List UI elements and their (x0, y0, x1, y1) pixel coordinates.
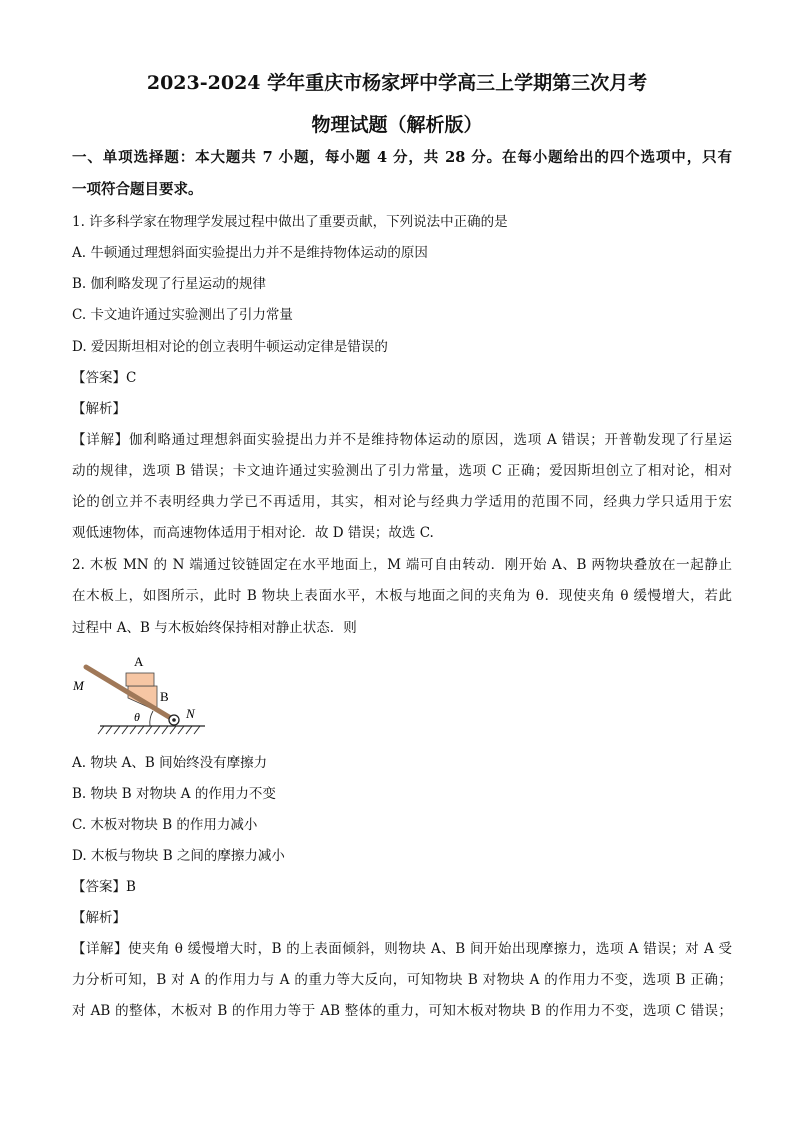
q1-option-c: C. 卡文迪许通过实验测出了引力常量 (72, 307, 293, 323)
q1-stem: 1. 许多科学家在物理学发展过程中做出了重要贡献，下列说法中正确的是 (72, 214, 508, 230)
label-b: B (160, 689, 169, 704)
q1-detail-line-3: 论的创立并不表明经典力学已不再适用，其实，相对论与经典力学适用的范围不同，经典力学只适用于宏 (72, 494, 732, 510)
section-heading-line-2: 一项符合题目要求。 (72, 181, 203, 198)
section-heading-line-1: 一、单项选择题：本大题共 7 小题，每小题 4 分，共 28 分。在每小题给出的四个选项中，只有 (72, 149, 732, 166)
inclined-board-figure (70, 648, 220, 740)
q1-detail-line-4: 观低速物体，而高速物体适用于相对论．故 D 错误；故选 C. (72, 525, 434, 541)
document-subtitle: 物理试题（解析版） (311, 114, 483, 136)
q2-stem-line-1: 2. 木板 MN 的 N 端通过铰链固定在水平地面上，M 端可自由转动．刚开始 A、B 两物块叠放在一起静止 (72, 557, 732, 573)
q1-answer: 【答案】C (72, 370, 137, 386)
label-theta: θ (134, 710, 140, 724)
q1-detail-line-2: 动的规律，选项 B 错误；卡文迪许通过实验测出了引力常量，选项 C 正确；爱因斯坦创立了相对论，相对 (72, 463, 732, 479)
q2-stem-line-3: 过程中 A、B 与木板始终保持相对静止状态．则 (72, 620, 357, 636)
q2-detail-line-1: 【详解】使夹角 θ 缓慢增大时，B 的上表面倾斜，则物块 A、B 间开始出现摩擦力，选项 A 错误；对 A 受 (72, 941, 732, 957)
label-a: A (134, 654, 144, 669)
q2-option-b: B. 物块 B 对物块 A 的作用力不变 (72, 786, 276, 802)
q2-option-d: D. 木板与物块 B 之间的摩擦力减小 (72, 848, 285, 864)
block-a (126, 673, 154, 686)
q1-option-b: B. 伽利略发现了行星运动的规律 (72, 276, 267, 292)
q1-detail-line-1: 【详解】伽利略通过理想斜面实验提出力并不是维持物体运动的原因，选项 A 错误；开普勒发现了行星运 (72, 432, 732, 448)
label-m: M (73, 678, 84, 693)
label-n: N (186, 706, 195, 721)
q2-stem-line-2: 在木板上，如图所示，此时 B 物块上表面水平，木板与地面之间的夹角为 θ．现使夹角 θ 缓慢增大，若此 (72, 588, 732, 604)
q2-detail-line-2: 力分析可知，B 对 A 的作用力与 A 的重力等大反向，可知物块 B 对物块 A 的作用力不变，选项 B 正确； (72, 972, 732, 988)
q2-option-c: C. 木板对物块 B 的作用力减小 (72, 817, 258, 833)
q1-analysis-label: 【解析】 (72, 401, 126, 417)
document-title: 2023-2024 学年重庆市杨家坪中学高三上学期第三次月考 (146, 72, 648, 94)
q1-option-d: D. 爱因斯坦相对论的创立表明牛顿运动定律是错误的 (72, 339, 388, 355)
q2-analysis-label: 【解析】 (72, 910, 126, 926)
q1-option-a: A. 牛顿通过理想斜面实验提出力并不是维持物体运动的原因 (72, 245, 428, 261)
q2-option-a: A. 物块 A、B 间始终没有摩擦力 (72, 755, 268, 771)
q2-detail-line-3: 对 AB 的整体，木板对 B 的作用力等于 AB 整体的重力，可知木板对物块 B 的作用力不变，选项 C 错误； (72, 1003, 732, 1019)
q2-answer: 【答案】B (72, 879, 136, 895)
